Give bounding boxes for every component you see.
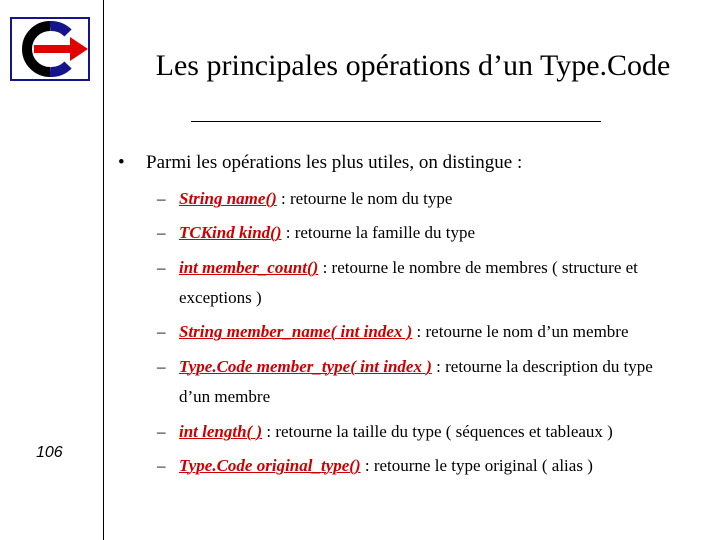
list-item — [157, 222, 475, 243]
method-signature: Type.Code original_type() — [179, 456, 361, 475]
list-item — [157, 257, 638, 278]
dash-marker: – — [157, 223, 166, 242]
main-bullet — [118, 151, 522, 175]
method-description: : retourne le nom du type — [276, 189, 453, 208]
left-sidebar — [0, 0, 104, 540]
list-item — [157, 321, 629, 342]
dash-marker: – — [157, 456, 166, 475]
method-description: : retourne le nombre de membres ( structure et — [318, 258, 638, 277]
bullet-marker: • — [118, 152, 125, 173]
dash-marker: – — [157, 322, 166, 341]
dash-marker: – — [157, 189, 166, 208]
method-signature: String name() — [179, 189, 277, 208]
bullet-text: Parmi les opérations les plus utiles, on distingue : — [146, 152, 523, 173]
method-signature: TCKind kind() — [179, 223, 282, 242]
dash-marker: – — [157, 357, 166, 376]
list-item — [157, 356, 653, 377]
method-signature: String member_name( int index ) — [179, 322, 413, 341]
slide-number: 106 — [36, 444, 63, 461]
method-description: : retourne la taille du type ( séquences et tableaux ) — [262, 422, 613, 441]
logo-icon — [10, 17, 90, 81]
method-description: : retourne la famille du type — [281, 223, 476, 242]
method-signature: int length( ) — [179, 422, 263, 441]
list-item — [157, 421, 613, 442]
slide-title: Les principales opérations d’un Type.Code — [155, 49, 671, 82]
method-signature: int member_count() — [179, 258, 319, 277]
list-item-continuation: d’un membre — [179, 387, 271, 406]
list-item — [157, 188, 452, 209]
method-description: : retourne le nom d’un membre — [412, 322, 629, 341]
list-item — [157, 455, 593, 476]
dash-marker: – — [157, 258, 166, 277]
method-description: : retourne la description du type — [431, 357, 653, 376]
title-underline — [191, 121, 601, 122]
method-description: : retourne le type original ( alias ) — [360, 456, 593, 475]
method-signature: Type.Code member_type( int index ) — [179, 357, 432, 376]
list-item-continuation: exceptions ) — [179, 288, 262, 307]
dash-marker: – — [157, 422, 166, 441]
